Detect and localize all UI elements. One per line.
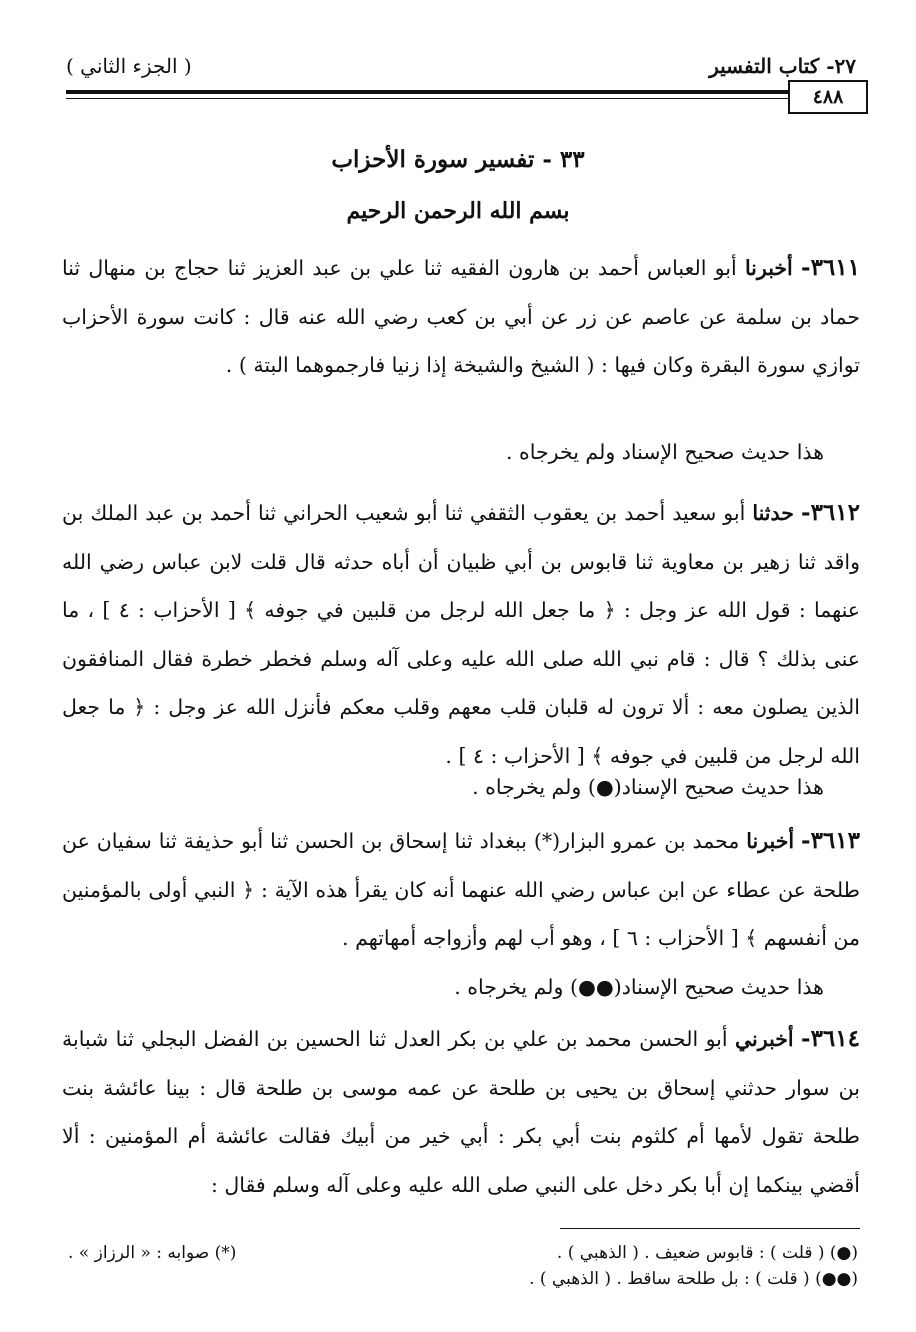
basmala: بسم الله الرحمن الرحيم <box>346 198 570 224</box>
footnote: (●●) ( قلت ) : بل طلحة ساقط . ( الذهبي ) . <box>529 1269 858 1289</box>
hadith-text: أبو الحسن محمد بن علي بن بكر العدل ثنا الحسين بن الفضل البجلي ثنا شبابة بن سوار حدثني إسحاق بن يحيى بن طلحة عن عمه موسى بن طلحة قال : بينا عائشة بنت طلحة تقول لأمها أم كلثوم بنت أبي بكر : أبي خير من أبيك فقالت عائشة أم المؤمنين : ألا أقضي بينكما إن أبا بكر دخل على النبي صلى الله عليه وعلى آله وسلم فقال : <box>62 1027 860 1197</box>
hadith-verdict: هذا حديث صحيح الإسناد(●) ولم يخرجاه . <box>472 775 824 799</box>
hadith-verdict: هذا حديث صحيح الإسناد ولم يخرجاه . <box>505 440 824 464</box>
hadith-number: ٣٦١١- <box>801 254 860 281</box>
hadith-paragraph <box>62 489 860 780</box>
hadith-text: محمد بن عمرو البزار(*) ببغداد ثنا إسحاق بن الحسن ثنا أبو حذيفة ثنا سفيان عن طلحة عن عطاء عن ابن عباس رضي الله عنهما أنه كان يقرأ هذه الآية : ﴿ النبي أولى بالمؤمنين من أنفسهم ﴾ [ الأحزاب : ٦ ] ، وهو أب لهم وأزواجه أمهاتهم . <box>62 829 860 950</box>
hadith-number: ٣٦١٤- <box>801 1025 860 1052</box>
page-number: ٤٨٨ <box>812 86 844 108</box>
hadith-opener: حدثنا <box>752 501 794 525</box>
hadith-opener: أخبرني <box>734 1027 794 1051</box>
running-header <box>66 52 856 92</box>
hadith-paragraph <box>62 244 860 390</box>
header-book-title: ٢٧- كتاب التفسير <box>709 54 856 78</box>
hadith-verdict: هذا حديث صحيح الإسناد(●●) ولم يخرجاه . <box>454 975 824 999</box>
chapter-title: ٣٣ - تفسير سورة الأحزاب <box>331 146 585 173</box>
footnote-rule <box>560 1228 860 1229</box>
hadith-paragraph <box>62 1015 860 1209</box>
hadith-number: ٣٦١٢- <box>801 499 860 526</box>
header-rule-thin <box>66 98 856 99</box>
page-number-box <box>788 80 868 114</box>
hadith-opener: أخبرنا <box>746 829 795 853</box>
header-rule-thick <box>66 90 856 94</box>
hadith-text: أبو العباس أحمد بن هارون الفقيه ثنا علي بن عبد العزيز ثنا حجاج بن منهال ثنا حماد بن سلمة عن عاصم عن زر عن أبي بن كعب رضي الله عنه قال : كانت سورة الأحزاب توازي سورة البقرة وكان فيها : ( الشيخ والشيخة إذا زنيا فارجموهما البتة ) . <box>62 256 860 377</box>
footnote: (●) ( قلت ) : قابوس ضعيف . ( الذهبي ) . <box>556 1243 858 1263</box>
footnote: (*) صوابه : « الرزاز » . <box>68 1243 237 1263</box>
hadith-opener: أخبرنا <box>744 256 793 280</box>
hadith-paragraph <box>62 817 860 963</box>
hadith-text: أبو سعيد أحمد بن يعقوب الثقفي ثنا أبو شعيب الحراني ثنا أحمد بن عبد الملك بن واقد ثنا زهير بن معاوية ثنا قابوس بن أبي ظبيان أن أباه حدثه قال قلت لابن عباس رضي الله عنهما : قول الله عز وجل : ﴿ ما جعل الله لرجل من قلبين في جوفه ﴾ [ الأحزاب : ٤ ] ، ما عنى بذلك ؟ قال : قام نبي الله صلى الله عليه وعلى آله وسلم فخطر خطرة فقال المنافقون الذين يصلون معه : ألا ترون له قلبان قلب معهم وقلب معكم فأنزل الله عز وجل : ﴿ ما جعل الله لرجل من قلبين في جوفه ﴾ [ الأحزاب : ٤ ] . <box>62 501 861 768</box>
header-volume: ( الجزء الثاني ) <box>66 54 192 78</box>
hadith-number: ٣٦١٣- <box>801 827 860 854</box>
